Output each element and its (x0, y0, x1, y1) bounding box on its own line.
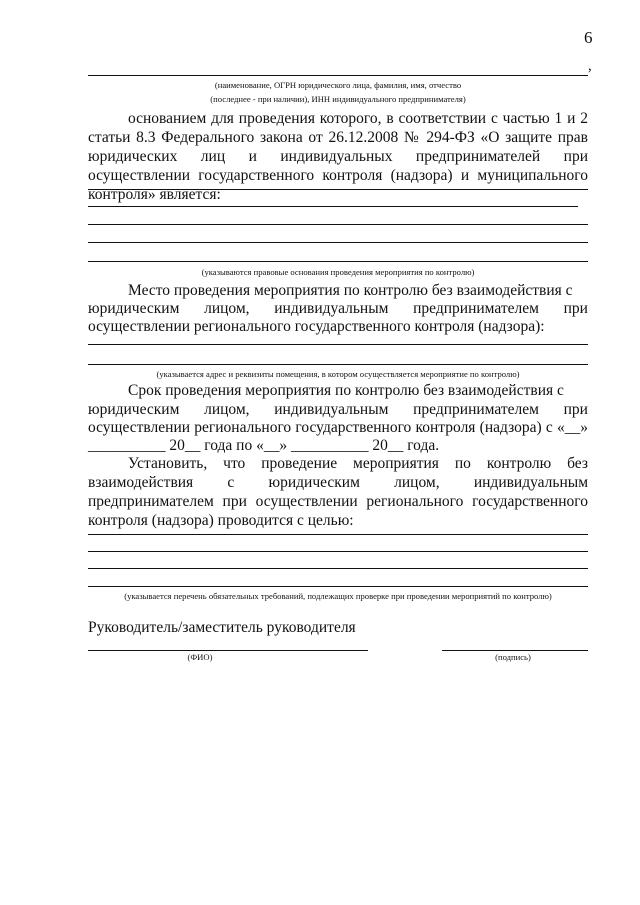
org-name-line (88, 75, 588, 76)
address-line-2 (88, 364, 588, 365)
requirements-line-1 (88, 534, 588, 535)
place-line-1-text: Место проведения мероприятия по контролю без взаимодействия с (128, 282, 573, 299)
place-word-5: при (563, 300, 588, 317)
place-line-1 (88, 281, 588, 300)
legal-basis-line-3 (88, 224, 588, 225)
fio-line (88, 650, 368, 651)
place-word-1: юридическим (88, 300, 180, 317)
place-line-3 (88, 317, 588, 336)
term-line-1 (88, 381, 588, 400)
signatory-title: Руководитель/заместитель руководителя (88, 619, 356, 636)
legal-basis-line-1 (88, 189, 588, 190)
caption-requirements: (указывается перечень обязательных требований, подлежащих проверке при проведении мероприятий по контролю) (124, 591, 552, 601)
requirements-line-2 (88, 551, 588, 552)
caption-fio: (ФИО) (187, 652, 213, 662)
place-line-2 (88, 299, 588, 318)
caption-org-line1: (наименование, ОГРН юридического лица, фамилия, имя, отчество (214, 80, 462, 90)
term-line-3-text: осуществлении регионального государственного контроля (надзора) с «__» (88, 419, 588, 436)
place-line-3-text: осуществлении регионального государственного контроля (надзора): (88, 318, 545, 335)
page-number: 6 (584, 28, 593, 47)
signature-line (442, 650, 588, 651)
legal-basis-line-2 (88, 206, 578, 207)
term-line-4 (88, 436, 588, 455)
term-word-3: индивидуальным (274, 401, 389, 418)
term-line-3 (88, 418, 588, 437)
caption-address: (указывается адрес и реквизиты помещения, в котором осуществляется мероприятие по контролю) (156, 369, 520, 379)
legal-basis-line-4 (88, 242, 588, 243)
requirements-line-3 (88, 568, 588, 569)
place-word-4: предпринимателем (413, 300, 539, 317)
address-line-1 (88, 344, 588, 345)
basis-paragraph-text: основанием для проведения которого, в соответствии с частью 1 и 2 статьи 8.3 Федерального закона от 26.12.2008 № 294-ФЗ «О защите прав юридических лиц и индивидуальных предпринимателей при осуществлении государственного контроля (надзора) и муниципального контроля» является: (88, 110, 588, 203)
term-word-1: юридическим (88, 401, 180, 418)
term-line-2 (88, 400, 588, 419)
term-line-4-text: __________ 20__ года по «__» __________ 20__ года. (88, 437, 440, 454)
place-word-2: лицом, (204, 300, 250, 317)
trailing-comma: , (588, 58, 592, 74)
place-word-3: индивидуальным (274, 300, 389, 317)
caption-org-line2: (последнее - при наличии), ИНН индивидуального предпринимателя) (210, 94, 466, 104)
caption-legal-basis: (указываются правовые основания проведения мероприятия по контролю) (201, 267, 475, 277)
legal-basis-line-5 (88, 261, 588, 262)
term-word-5: при (563, 401, 588, 418)
establish-paragraph (88, 454, 588, 530)
establish-paragraph-text: Установить, что проведение мероприятия по контролю без взаимодействия с юридическим лицом, индивидуальным предпринимателем при осуществлении регионального государственного контроля (надзора) проводится с целью: (88, 455, 588, 529)
requirements-line-4 (88, 586, 588, 587)
term-line-1-text: Срок проведения мероприятия по контролю без взаимодействия с (128, 382, 564, 399)
caption-signature: (подпись) (495, 652, 531, 662)
term-word-2: лицом, (204, 401, 250, 418)
term-word-4: предпринимателем (413, 401, 539, 418)
